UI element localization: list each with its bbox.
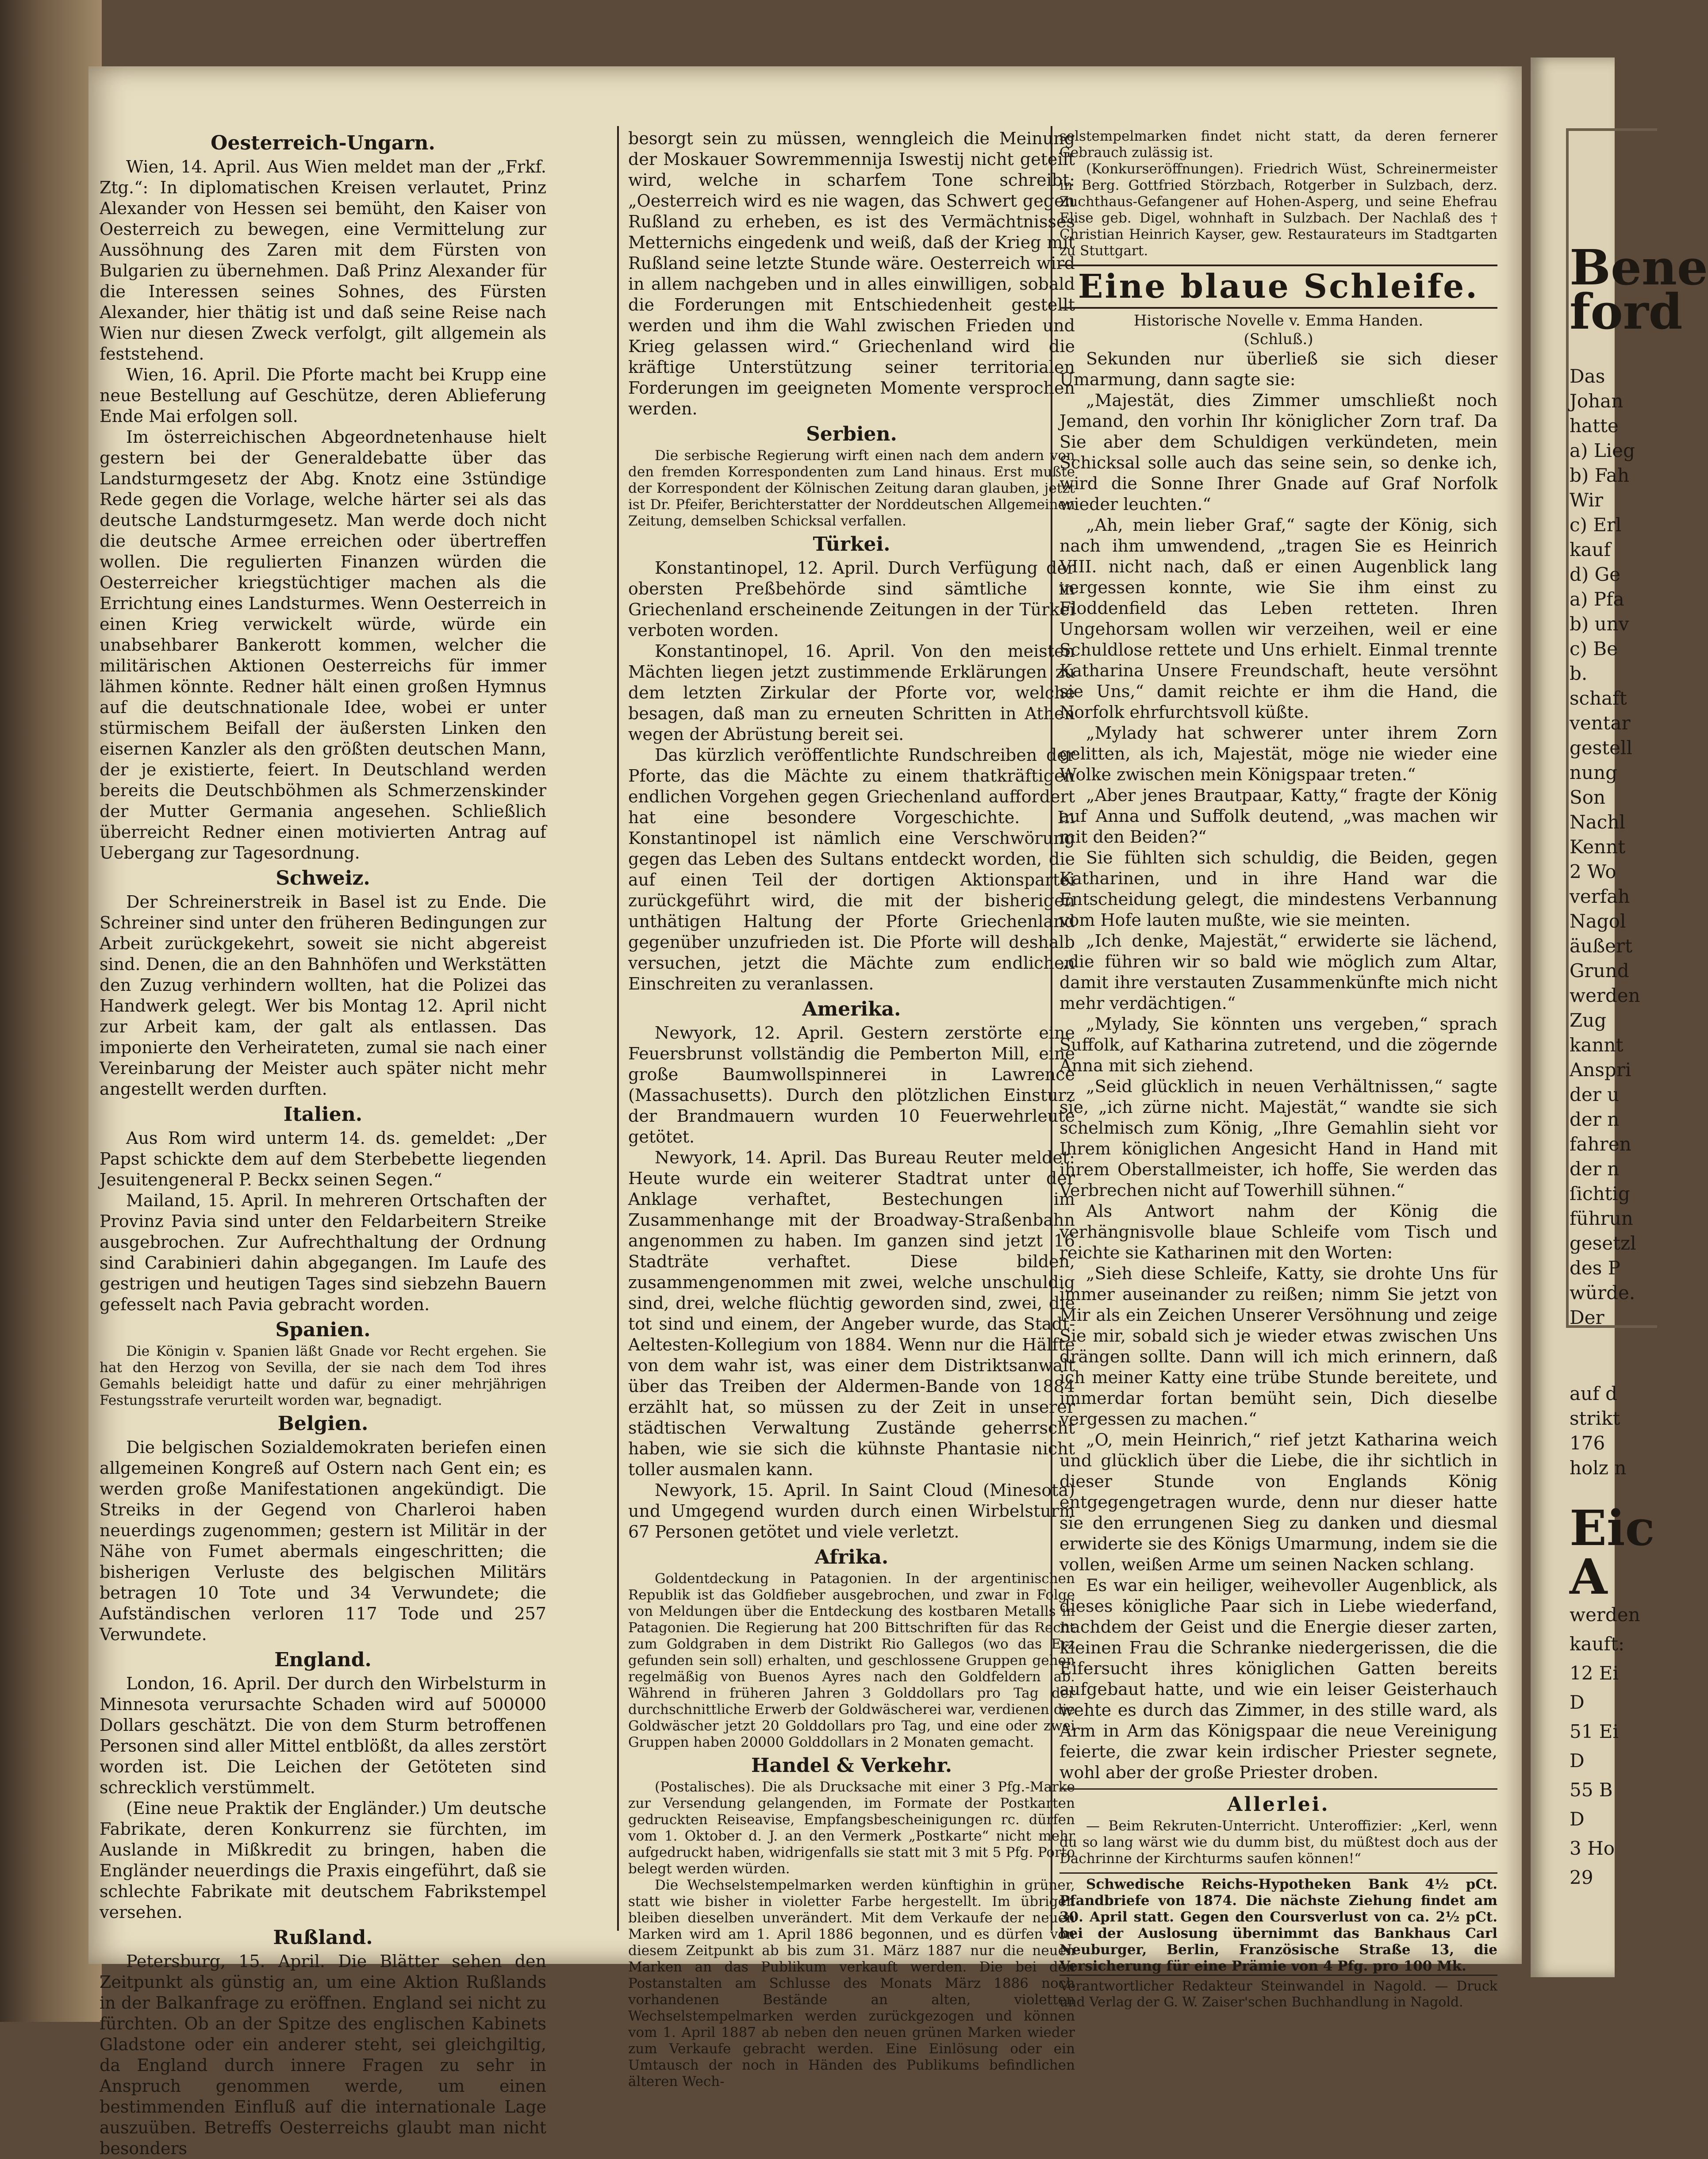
adjacent-page-line: A bbox=[1570, 1548, 1608, 1605]
novel-paragraph: Sie fühlten sich schuldig, die Beiden, gegen Katharinen, und in ihre Hand war die Entscheidung gelegt, die mindestens Verbannung vom Hofe lauten mußte, wie sie meinten. bbox=[1059, 848, 1497, 930]
section-heading: Amerika. bbox=[802, 998, 901, 1020]
section-heading: Schweiz. bbox=[276, 867, 370, 890]
advertisement: Schwedische Reichs-Hypotheken Bank 4½ pCt. Pfandbriefe von 1874. Die nächste Ziehung findet am 30. April statt. Gegen den Coursverlust von ca. 2½ pCt. bei der Auslosung übernimmt das Bankhaus Carl Neuburger, Berlin, Französische Straße 13, die Versicherung für eine Prämie von 4 Pfg. pro 100 Mk. bbox=[1059, 1876, 1497, 1974]
adjacent-page-line: Zug bbox=[1570, 1009, 1607, 1031]
adjacent-page-line: Son bbox=[1570, 786, 1606, 808]
article-paragraph: Die Wechselstempelmarken werden künftighin in grüner, statt wie bisher in violetter Farbe hergestellt. Im übrigen bleiben dieselben unverändert. Mit dem Verkaufe der neuen Marken wird am 1. April 1886 begonnen, und es dürfen von diesem Zeitpunkt ab bis zum 31. März 1887 nur die neuen Marken an das Publikum verkauft werden. Die bei den Postanstalten am Schlusse des Monats März 1886 noch vorhandenen Bestände an alten, violetten Wechselstempelmarken werden zurückgezogen und können vom 1. April 1887 ab neben den neuen grünen Marken wieder zum Verkaufe gebracht werden. Eine Einlösung oder ein Umtausch der noch in Händen des Publikums befindlichen älteren Wech- bbox=[628, 1877, 1075, 2090]
adjacent-page-line: verfah bbox=[1570, 886, 1630, 907]
section-heading: Oesterreich-Ungarn. bbox=[211, 132, 435, 154]
adjacent-page-line: strikt bbox=[1570, 1407, 1620, 1429]
article-paragraph: Newyork, 15. April. In Saint Cloud (Minesota) und Umgegend wurden durch einen Wirbelsturm 67 Personen getötet und viele verletzt. bbox=[628, 1480, 1075, 1542]
article-paragraph: Newyork, 14. April. Das Bureau Reuter meldet: Heute wurde ein weiterer Stadtrat unter der Anklage verhaftet, Bestechungen im Zusammenhange mit der Broadway-Straßenbahn angenommen zu haben. Im ganzen sind jetzt 16 Stadträte verhaftet. Diese bilden, zusammengenommen mit zwei, welche unschuldig sind, drei, welche flüchtig geworden sind, zwei, die tot sind und einem, der Angeber wurde, das Stadt-Aeltesten-Kollegium von 1884. Wenn nur die Hälfte von dem wahr ist, was einer dem Distriktsanwalt über das Treiben der Aldermen-Bande von 1884 erzählt hat, so müssen zu der Zeit in unserer städtischen Verwaltung Zustände geherrscht haben, wie sie sich die kühnste Phantasie nicht toller ausmalen kann. bbox=[628, 1148, 1075, 1479]
column-rule bbox=[617, 126, 619, 1931]
imprint: Verantwortlicher Redakteur Steinwandel in Nagold. — Druck und Verlag der G. W. Zaiser'schen Buchhandlung in Nagold. bbox=[1059, 1975, 1497, 2010]
allerlei-text: — Beim Rekruten-Unterricht. Unteroffizier: „Kerl, wenn du so lang wärst wie du dumm bist, du müßtest doch aus der Dachrinne der Kirchturms saufen können!“ bbox=[1059, 1818, 1497, 1867]
adjacent-page-line: b) Fah bbox=[1570, 464, 1630, 486]
adjacent-page-line: 3 Ho bbox=[1570, 1837, 1615, 1859]
article-paragraph: Goldentdeckung in Patagonien. In der argentinischen Republik ist das Goldfieber ausgebrochen, und zwar in Folge von Meldungen über die Entdeckung des kostbaren Metalls in Patagonien. Die Regierung hat 200 Bittschriften für das Recht zum Goldgraben in dem Distrikt Rio Gallegos (wo das Erz gefunden sein soll) erhalten, und geschlossene Gruppen gehen regelmäßig von Buenos Ayres nach den Goldfeldern ab. Während in früheren Jahren 3 Golddollars pro Tag der durchschnittliche Erwerb der Goldwäscherei war, verdienen die Goldwäscher jetzt 20 Golddollars pro Tag, und eine oder zwei Gruppen haben 20000 Golddollars in 2 Monaten gemacht. bbox=[628, 1571, 1075, 1750]
article-paragraph: Konstantinopel, 12. April. Durch Verfügung der obersten Preßbehörde sind sämtliche in Griechenland erscheinende Zeitungen in der Türkei verboten worden. bbox=[628, 558, 1075, 640]
adjacent-page-line: nung bbox=[1570, 762, 1618, 783]
allerlei-title: Allerlei. bbox=[1227, 1793, 1330, 1816]
top-note: (Konkurseröffnungen). Friedrich Wüst, Schreinermeister in Berg. Gottfried Störzbach, Rotgerber in Sulzbach, derz. Zuchthaus-Gefangener auf Hohen-Asperg, und seine Ehefrau Elise geb. Digel, wohnhaft in Sulzbach. Der Nachlaß des † Christian Heinrich Kayser, gew. Restaurateurs im Stadtgarten zu Stuttgart. bbox=[1059, 161, 1497, 259]
section-heading: England. bbox=[274, 1649, 372, 1671]
article-paragraph: Petersburg, 15. April. Die Blätter sehen den Zeitpunkt als günstig an, um eine Aktion Rußlands in der Balkanfrage zu eröffnen. England sei nicht zu fürchten. Ob an der Spitze des englischen Kabinets Gladstone oder ein anderer steht, sei gleichgiltig, da England durch innere Fragen zu sehr in Anspruch genommen werde, um einen bestimmenden Einfluß auf die internationale Lage auszuüben. Betreffs Oesterreichs glaubt man nicht besonders bbox=[100, 1952, 546, 2158]
column-left bbox=[100, 128, 546, 2158]
adjacent-page-line: Johan bbox=[1570, 390, 1624, 412]
section-heading: Afrika. bbox=[814, 1546, 889, 1568]
separator bbox=[1059, 1788, 1497, 1790]
article-paragraph: Das kürzlich veröffentlichte Rundschreiben der Pforte, das die Mächte zu einem thatkräftigen endlichen Vorgehen gegen Griechenland auffordert hat eine besondere Vorgeschichte. In Konstantinopel ist nämlich eine Verschwörung gegen das Leben des Sultans entdeckt worden, die auf einen Teil der dortigen Aktionspartei zurückgeführt wird, die mit der bisherigen unthätigen Haltung der Pforte Griechenland gegenüber unzufrieden ist. Die Pforte will deshalb versuchen, jetzt die Mächte zum endlichen Einschreiten zu veranlassen. bbox=[628, 745, 1075, 993]
adjacent-page-line: äußert bbox=[1570, 935, 1632, 957]
adjacent-page-line: holz n bbox=[1570, 1457, 1627, 1479]
adjacent-page-line: 51 Ei bbox=[1570, 1721, 1619, 1742]
article-paragraph: Die Königin v. Spanien läßt Gnade vor Recht ergehen. Sie hat den Herzog von Sevilla, der sie nach dem Tod ihres Gemahls beleidigt hatte und dafür zu einer mehrjährigen Festungsstrafe verurteilt worden war, begnadigt. bbox=[100, 1343, 546, 1408]
feuilleton-subtitle: Historische Novelle v. Emma Handen. bbox=[1133, 312, 1424, 330]
adjacent-page-line: kannt bbox=[1570, 1034, 1624, 1056]
adjacent-page-line: 55 B bbox=[1570, 1779, 1613, 1801]
novel-paragraph: „Majestät, dies Zimmer umschließt noch Jemand, den vorhin Ihr königlicher Zorn traf. Da Sie aber dem Schuldigen verkündeten, mein Schicksal solle auch das seine sein, so denke ich, wird die Sonne Ihrer Gnade auf Graf Norfolk wieder leuchten.“ bbox=[1059, 391, 1497, 514]
article-paragraph: Konstantinopel, 16. April. Von den meisten Mächten liegen jetzt zustimmende Erklärungen zu dem letzten Zirkular der Pforte vor, welche besagen, daß man zu erneuten Schritten in Athen wegen der Abrüstung bereit sei. bbox=[628, 641, 1075, 744]
adjacent-page-line: ſichtig bbox=[1570, 1183, 1630, 1204]
adjacent-page-line: Das bbox=[1570, 365, 1605, 387]
adjacent-page-line: 176 bbox=[1570, 1432, 1605, 1454]
adjacent-page-line: gestell bbox=[1570, 737, 1632, 759]
article-paragraph: Wien, 14. April. Aus Wien meldet man der „Frkf. Ztg.“: In diplomatischen Kreisen verlautet, Prinz Alexander von Hessen sei bemüht, den Kaiser von Oesterreich zu bewegen, eine Vermittelung zur Aussöhnung des Zaren mit dem Fürsten von Bulgarien zu übernehmen. Daß Prinz Alexander für die Interessen seines Sohnes, des Fürsten Alexander, hier thätig ist und daß seine Reise nach Wien nur diesen Zweck verfolgt, gilt allgemein als feststehend. bbox=[100, 157, 546, 364]
article-paragraph: Die belgischen Sozialdemokraten beriefen einen allgemeinen Kongreß auf Ostern nach Gent ein; es werden große Manifestationen angekündigt. Die Streiks in der Gegend von Charleroi haben neuerdings zugenommen; gestern ist Militär in der Nähe von Fumet abermals eingeschritten; die bisherigen Verluste des belgischen Militärs betragen 10 Tote und 34 Verwundete; die Aufständischen verloren 117 Tode und 257 Verwundete. bbox=[100, 1438, 546, 1644]
adjacent-page-line: a) Lieg bbox=[1570, 440, 1635, 461]
adjacent-page-line: 12 Ei bbox=[1570, 1662, 1619, 1684]
adjacent-page-line: 2 Wo bbox=[1570, 861, 1616, 882]
adjacent-page-line: würde. bbox=[1570, 1282, 1635, 1304]
adjacent-page-line: führun bbox=[1570, 1208, 1633, 1229]
adjacent-page-line: D bbox=[1570, 1750, 1585, 1772]
novel-paragraph: Sekunden nur überließ sie sich dieser Umarmung, dann sagte sie: bbox=[1059, 349, 1497, 389]
section-heading: Belgien. bbox=[277, 1412, 368, 1435]
section-heading: Handel & Verkehr. bbox=[751, 1754, 952, 1777]
article-paragraph: besorgt sein zu müssen, wenngleich die Meinung der Moskauer Sowremmennija Iswestij nicht geteilt wird, welche in scharfem Tone schreibt: „Oesterreich wird es nie wagen, das Schwert gegen Rußland zu erheben, es ist des Vermächtnisses Metternichs eingedenk und weiß, daß der Krieg mit Rußland seine letzte Stunde wäre. Oesterreich wird in allem nachgeben und in alles einwilligen, sobald die Forderungen mit Entschiedenheit gestellt werden und ihm die Wahl zwischen Frieden und Krieg gelassen wird.“ Griechenland wird die kräftige Unterstützung seiner territorialen Forderungen im geeigneten Momente versprochen werden. bbox=[628, 129, 1075, 418]
novel-paragraph: „Mylady, Sie könnten uns vergeben,“ sprach Suffolk, auf Katharina zutretend, und die zögernde Anna mit sich ziehend. bbox=[1059, 1014, 1497, 1075]
adjacent-page-line: Nachl bbox=[1570, 811, 1625, 833]
adjacent-page-line: Eic bbox=[1570, 1499, 1655, 1557]
novel-paragraph: „O, mein Heinrich,“ rief jetzt Katharina weich und glücklich über die Liebe, die ihr sichtlich in dieser Stunde von Englands König entgegengetragen wurde, denn nur dieser hatte sie den errungenen Sieg zu danken und diesmal erwiderte sie des Königs Umarmung, indem sie die vollen, weißen Arme um seinen Nacken schlang. bbox=[1059, 1430, 1497, 1574]
adjacent-page-line: ventar bbox=[1570, 712, 1631, 734]
article-paragraph: Die serbische Regierung wirft einen nach dem andern von den fremden Korrespondenten zum Land hinaus. Erst mußte der Korrespondent der Kölnischen Zeitung daran glauben, jetzt ist Dr. Pfeifer, Berichterstatter der Norddeutschen Allgemeinen Zeitung, demselben Schicksal verfallen. bbox=[628, 448, 1075, 529]
adjacent-page-line: a) Pfa bbox=[1570, 588, 1624, 610]
adjacent-page-line: c) Be bbox=[1570, 638, 1618, 660]
adjacent-page-line: d) Ge bbox=[1570, 564, 1621, 585]
section-heading: Italien. bbox=[283, 1103, 363, 1126]
article-paragraph: Mailand, 15. April. In mehreren Ortschaften der Provinz Pavia sind unter den Feldarbeitern Streike ausgebrochen. Zur Aufrechthaltung der Ordnung sind Carabinieri dahin abgegangen. Im Laufe des gestrigen und heutigen Tages sind siebzehn Bauern gefesselt nach Pavia gebracht worden. bbox=[100, 1191, 546, 1314]
article-paragraph: Im österreichischen Abgeordnetenhause hielt gestern bei der Generaldebatte über das Landsturmgesetz der Abg. Knotz eine 3stündige Rede gegen die Vorlage, welche härter sei als das deutsche Landsturmgesetz. Man werde doch nicht die deutsche Armee erreichen oder übertreffen wollen. Die regulierten Finanzen würden die Oesterreicher kriegstüchtiger machen als die Errichtung eines Landsturmes. Wenn Oesterreich in einen Krieg verwickelt würde, würde ein unabsehbarer Bankerott kommen, welcher die militärischen Aktionen Oesterreichs für immer lähmen könnte. Redner hält einen großen Hymnus auf die deutschnationale Idee, wobei er unter stürmischem Beifall der äußersten Linken den eisernen Kanzler als den größten deutschen Mann, der je existierte, feiert. In Deutschland werden bereits die Deutschböhmen als Schmerzenskinder der Mutter Germania angesehen. Schließlich überreicht Redner einen motivierten Antrag auf Uebergang zur Tagesordnung. bbox=[100, 427, 546, 863]
adjacent-page-line: der n bbox=[1570, 1108, 1620, 1130]
column-right bbox=[1059, 128, 1497, 2010]
adjacent-page-line: D bbox=[1570, 1808, 1585, 1830]
adjacent-page-line: Grund bbox=[1570, 960, 1629, 982]
article-paragraph: Wien, 16. April. Die Pforte macht bei Krupp eine neue Bestellung auf Geschütze, deren Ablieferung Ende Mai erfolgen soll. bbox=[100, 365, 546, 426]
adjacent-page-line: Nagol bbox=[1570, 910, 1626, 932]
section-heading: Spanien. bbox=[275, 1319, 371, 1341]
feuilleton-title: Eine blaue Schleife. bbox=[1059, 265, 1497, 309]
adjacent-page-line: Anspri bbox=[1570, 1059, 1631, 1081]
adjacent-page-line: 29 bbox=[1570, 1867, 1593, 1888]
adjacent-page-line: werden bbox=[1570, 985, 1640, 1006]
adjacent-page-line: des P bbox=[1570, 1257, 1620, 1279]
adjacent-page bbox=[1531, 58, 1708, 1977]
feuilleton-note: (Schluß.) bbox=[1244, 330, 1313, 348]
section-heading: Rußland. bbox=[273, 1926, 373, 1949]
novel-paragraph: „Ah, mein lieber Graf,“ sagte der König, sich nach ihm umwendend, „tragen Sie es Heinrich VIII. nicht nach, daß er einen Augenblick lang vergessen konnte, wie Sie ihm einst zu Floddenfield das Leben retteten. Ihren Ungehorsam wollen wir verzeihen, weil er eine Schuldlose rettete und Uns erhielt. Einmal trennte Katharina Unsere Freundschaft, heute versöhnt sie Uns,“ damit reichte er ihm die Hand, die Norfolk ehrfurchtsvoll küßte. bbox=[1059, 515, 1497, 722]
article-paragraph: (Eine neue Praktik der Engländer.) Um deutsche Fabrikate, deren Konkurrenz sie fürchten, im Auslande in Mißkredit zu bringen, haben die Engländer neuerdings die Praxis eingeführt, daß sie schlechte Fabrikate mit deutschem Fabrikstempel versehen. bbox=[100, 1799, 546, 1922]
adjacent-page-line: b) unv bbox=[1570, 613, 1629, 635]
article-paragraph: Aus Rom wird unterm 14. ds. gemeldet: „Der Papst schickte dem auf dem Sterbebette liegenden Jesuitengeneral P. Beckx seinen Segen.“ bbox=[100, 1128, 546, 1189]
novel-paragraph: Es war ein heiliger, weihevoller Augenblick, als dieses königliche Paar sich in Liebe wiederfand, nachdem der Geist und die Energie dieser zarten, kleinen Frau die Schranke niedergerissen, die die Eifersucht ihres königlichen Gatten bereits aufgebaut hatte, und wie ein leiser Geisterhauch wehte es durch das Zimmer, in des stille ward, als Arm in Arm das Königspaar die neue Vereinigung feierte, die zwar kein irdischer Priester segnete, wohl aber der große Priester droben. bbox=[1059, 1576, 1497, 1782]
feuilleton-body bbox=[1059, 349, 1497, 1783]
column-middle bbox=[628, 128, 1075, 2090]
adjacent-page-line: der u bbox=[1570, 1084, 1620, 1105]
adjacent-page-line: b. bbox=[1570, 663, 1588, 684]
adjacent-page-line: kauf bbox=[1570, 539, 1611, 560]
section-heading: Türkei. bbox=[813, 533, 890, 556]
adjacent-page-line: schaft bbox=[1570, 687, 1627, 709]
section-heading: Serbien. bbox=[806, 423, 897, 445]
adjacent-page-line: auf d bbox=[1570, 1383, 1617, 1404]
adjacent-page-line: der n bbox=[1570, 1158, 1620, 1180]
novel-paragraph: Als Antwort nahm der König die verhängnisvolle blaue Schleife vom Tisch und reichte sie Katharinen mit den Worten: bbox=[1059, 1201, 1497, 1262]
novel-paragraph: „Sieh diese Schleife, Katty, sie drohte Uns für immer auseinander zu reißen; nimm Sie jetzt von Mir als ein Zeichen Unserer Versöhnung und zeige Sie mir, sobald sich je wieder etwas zwischen Uns drängen sollte. Dann will ich mich erinnern, daß ich meiner Katty eine trübe Stunde bereitete, und immerdar fortan bemüht sein, Dich dieselbe vergessen zu machen.“ bbox=[1059, 1264, 1497, 1429]
adjacent-page-line: Kennt bbox=[1570, 836, 1626, 858]
adjacent-page-line: hatte bbox=[1570, 415, 1619, 437]
novel-paragraph: „Seid glücklich in neuen Verhältnissen,“ sagte sie, „ich zürne nicht. Majestät,“ wandte sie sich schelmisch zum König, „Ihre Gemahlin sieht vor Ihrem königlichen Angesicht Hand in Hand mit ihrem Oberstallmeister, ich hoffe, Sie werden das Verbrechen nicht auf Towerhill sühnen.“ bbox=[1059, 1077, 1497, 1200]
article-paragraph: Newyork, 12. April. Gestern zerstörte eine Feuersbrunst vollständig die Pemberton Mill, eine große Baumwollspinnerei in Lawrence (Massachusetts). Durch den plötzlichen Einsturz der Brandmauern wurden 10 Feuerwehrleute getötet. bbox=[628, 1023, 1075, 1147]
adjacent-page-line: gesetzl bbox=[1570, 1232, 1636, 1254]
adjacent-page-line: kauft: bbox=[1570, 1633, 1625, 1655]
top-note: selstempelmarken findet nicht statt, da deren fernerer Gebrauch zulässig ist. bbox=[1059, 128, 1497, 161]
novel-paragraph: „Mylady hat schwerer unter ihrem Zorn gelitten, als ich, Majestät, möge nie wieder eine Wolke zwischen mein Königspaar treten.“ bbox=[1059, 723, 1497, 784]
adjacent-page-line: Der bbox=[1570, 1307, 1604, 1328]
novel-paragraph: „Aber jenes Brautpaar, Katty,“ fragte der König auf Anna und Suffolk deutend, „was machen wir mit den Beiden?“ bbox=[1059, 786, 1497, 847]
adjacent-page-line: ford bbox=[1570, 283, 1683, 340]
adjacent-page-line: D bbox=[1570, 1691, 1585, 1713]
article-paragraph: London, 16. April. Der durch den Wirbelsturm in Minnesota verursachte Schaden wird auf 500000 Dollars geschätzt. Die von dem Sturm betroffenen Personen sind aller Mittel entblößt, da alles zerstört worden ist. Die Leichen der Getöteten sind schrecklich verstümmelt. bbox=[100, 1674, 546, 1797]
adjacent-page-line: Bene bbox=[1570, 239, 1708, 296]
article-paragraph: (Postalisches). Die als Drucksache mit einer 3 Pfg.-Marke zur Versendung gelangenden, im Formate der Postkarten gedruckten Reiseavise, Empfangsbescheinigungen rc. dürfen vom 1. Oktober d. J. an den Vermerk „Postkarte“ nicht mehr aufgedruckt haben, widrigenfalls sie statt mit 3 mit 5 Pfg. Porto belegt werden würden. bbox=[628, 1779, 1075, 1877]
adjacent-page-line: c) Erl bbox=[1570, 514, 1622, 536]
novel-paragraph: „Ich denke, Majestät,“ erwiderte sie lächend, „die führen wir so bald wie möglich zum Altar, damit ihre verstauten Zusammenkünfte mich nicht mehr verdächtigen.“ bbox=[1059, 931, 1497, 1013]
adjacent-page-line: Wir bbox=[1570, 489, 1603, 511]
adjacent-page-line: werden bbox=[1570, 1604, 1640, 1626]
adjacent-page-line: fahren bbox=[1570, 1133, 1631, 1155]
book-binding bbox=[0, 0, 102, 2022]
separator bbox=[1059, 1872, 1497, 1874]
article-paragraph: Der Schreinerstreik in Basel ist zu Ende. Die Schreiner sind unter den früheren Bedingungen zur Arbeit zurückgekehrt, soweit sie nicht abgereist sind. Denen, die an den Bahnhöfen und Werkstätten den Zuzug verhindern wollten, hat die Polizei das Handwerk gelegt. Wer bis Montag 12. April nicht zur Arbeit kam, der galt als entlassen. Das imponierte den Verheirateten, zumal sie nach einer Vereinbarung der Meister auch später nicht mehr angestellt werden durften. bbox=[100, 892, 546, 1099]
